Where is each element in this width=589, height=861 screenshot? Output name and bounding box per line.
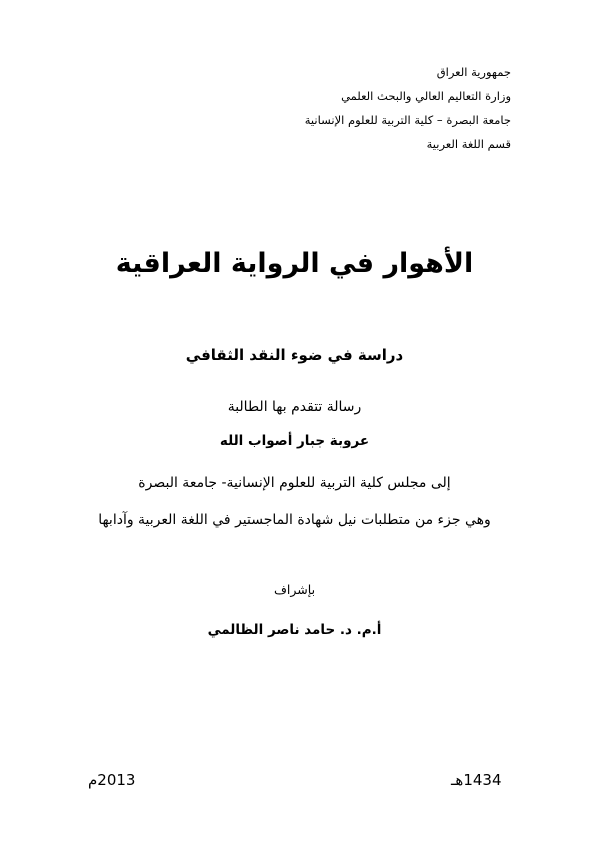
header-department: قسم اللغة العربية xyxy=(426,137,511,151)
supervisor-name: أ.م. د. حامد ناصر الظالمي xyxy=(207,622,382,638)
header-country: جمهورية العراق xyxy=(436,65,511,79)
council-text: إلى مجلس كلية التربية للعلوم الإنسانية- جامعة البصرة xyxy=(138,475,451,491)
supervision-label: بإشراف xyxy=(273,582,316,597)
thesis-subtitle: دراسة في ضوء النقد الثقافي xyxy=(185,346,404,364)
institution-header xyxy=(151,60,511,156)
header-university: جامعة البصرة – كلية التربية للعلوم الإنسانية xyxy=(304,113,511,127)
thesis-title: الأهوار في الرواية العراقية xyxy=(115,248,474,279)
degree-requirement-text: وهي جزء من متطلبات نيل شهادة الماجستير في اللغة العربية وآدابها xyxy=(98,512,491,528)
header-ministry: وزارة التعاليم العالي والبحث العلمي xyxy=(341,89,511,103)
submitted-by-text: رسالة تتقدم بها الطالبة xyxy=(227,399,362,415)
year-hijri: 1434هـ xyxy=(451,771,502,789)
year-gregorian: 2013م xyxy=(88,771,136,789)
student-name: عروبة جبار أصواب الله xyxy=(219,433,370,449)
